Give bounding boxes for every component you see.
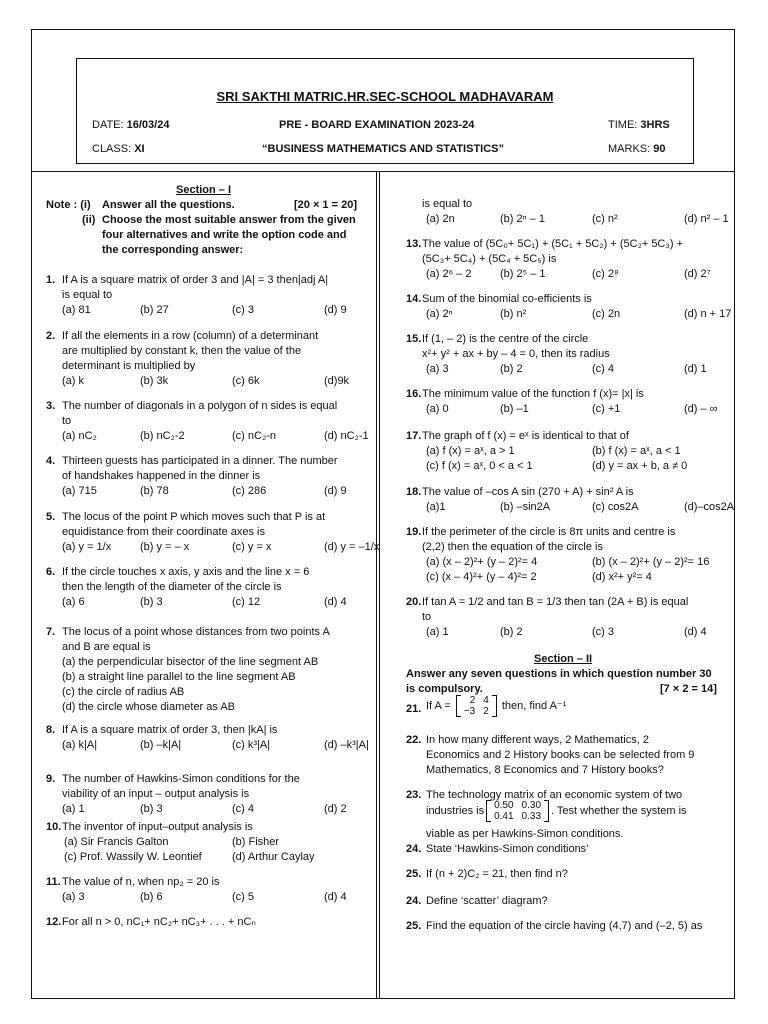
answer-option: (d)9k [324, 375, 350, 387]
answer-option: (a) 1 [426, 626, 449, 638]
answer-option: (c) 5 [232, 891, 254, 903]
answer-option: (d) y = ax + b, a ≠ 0 [592, 460, 688, 472]
answer-option: (c) 6k [232, 375, 260, 387]
answer-option: (d) – ∞ [684, 403, 718, 415]
note-i: Answer all the questions. [102, 199, 235, 211]
matrix-cell: 2 [483, 706, 489, 717]
question-text-line: The value of (5C₀+ 5C₁) + (5C₁ + 5C₂) + (5C₂+ 5C₃) + [422, 238, 683, 250]
answer-option: (b) 6 [140, 891, 163, 903]
question-text-line: viability of an input – output analysis is [62, 788, 250, 800]
answer-option: (d) 4 [684, 626, 707, 638]
question-text-line: is equal to [62, 289, 113, 301]
question-number: 10. [46, 821, 62, 833]
matrix-cell: −3 [463, 706, 476, 717]
answer-option: (d) n + 17 [684, 308, 732, 320]
question-number: 6. [46, 566, 56, 578]
question-text-line: The minimum value of the function f (x)= |x| is [422, 388, 644, 400]
answer-option: (b) –k|A| [140, 739, 182, 751]
answer-option: (a) y = 1/x [62, 541, 112, 553]
question-22-line: Economics and 2 History books can be selected from 9 [426, 749, 695, 761]
answer-option: (b) 2 [500, 363, 523, 375]
answer-option: (c) +1 [592, 403, 621, 415]
question-number: 14. [406, 293, 422, 305]
answer-option: (c) Prof. Wassily W. Leontief [64, 851, 202, 863]
answer-option: (a) f (x) = aˣ, a > 1 [426, 445, 515, 457]
answer-option: (c) 3 [232, 304, 254, 316]
question-text-line: The number of Hawkins-Simon conditions for the [62, 773, 300, 785]
question-number: 17. [406, 430, 422, 442]
answer-option: (c) cos2A [592, 501, 639, 513]
answer-option: (c) 12 [232, 596, 261, 608]
question-number: 15. [406, 333, 422, 345]
question-text-line: is equal to [422, 198, 473, 210]
answer-option: (a) 2n [426, 213, 455, 225]
question-text-line: The value of –cos A sin (270 + A) + sin² A is [422, 486, 634, 498]
answer-option: (a) 715 [62, 485, 97, 497]
answer-option: (c) nC₂-n [232, 430, 276, 442]
question-25: If (n + 2)C₂ = 21, then find n? [426, 868, 568, 880]
question-text-line: are multiplied by constant k, then the value of the [62, 345, 302, 357]
question-22-line: In how many different ways, 2 Mathematics, 2 [426, 734, 649, 746]
question-number: 25. [406, 920, 422, 932]
question-text-line: to [62, 415, 72, 427]
answer-option: (b) n² [500, 308, 527, 320]
left-column [46, 183, 380, 993]
matrix-cell: 0.30 [521, 800, 542, 811]
question-number: 22. [406, 734, 422, 746]
answer-option: (b) f (x) = aˣ, a < 1 [592, 445, 681, 457]
answer-option: (a) 2⁶ – 2 [426, 268, 472, 280]
question-number: 25. [406, 868, 422, 880]
column-divider [376, 171, 380, 999]
question-text-line: equidistance from their coordinate axes is [62, 526, 265, 538]
answer-option: (b) y = – x [140, 541, 190, 553]
question-number: 13. [406, 238, 422, 250]
question-text-line: determinant is multiplied by [62, 360, 196, 372]
question-text-line: (2,2) then the equation of the circle is [422, 541, 603, 553]
question-23-matrix-line: industries is 0.50 0.30 0.41 0.33 . Test whether the system is [426, 800, 687, 822]
answer-option: (d) 9 [324, 485, 347, 497]
question-number: 20. [406, 596, 422, 608]
note-ii-line: four alternatives and write the option code and [102, 229, 347, 241]
question-text-line: If A is a square matrix of order 3, then |kA| is [62, 724, 278, 736]
section-1-title: Section – I [176, 184, 232, 196]
answer-option: (c) 2n [592, 308, 621, 320]
answer-option: (a) nC₂ [62, 430, 97, 442]
answer-option: (d) 9 [324, 304, 347, 316]
answer-option: (d) y = –1/x [324, 541, 380, 553]
answer-option: (c) 4 [232, 803, 254, 815]
answer-option: (c) (x – 4)²+ (y – 4)²= 2 [426, 571, 537, 583]
section-2-title: Section – II [534, 653, 593, 665]
question-text-line: If (1, – 2) is the centre of the circle [422, 333, 589, 345]
answer-option: (a) 6 [62, 596, 85, 608]
question-text-line: and B are equal is [62, 641, 151, 653]
section-2-instruction: Answer any seven questions in which question number 30 [406, 668, 712, 680]
question-text-line: If the perimeter of the circle is 8π units and centre is [422, 526, 676, 538]
question-number: 8. [46, 724, 56, 736]
question-text-line: to [422, 611, 432, 623]
matrix-cell: 0.41 [494, 811, 514, 822]
note-ii-line: Choose the most suitable answer from the given [102, 214, 356, 226]
question-22-line: Mathematics, 8 Economics and 7 History books? [426, 764, 664, 776]
question-number: 4. [46, 455, 56, 467]
note-ii-line: the corresponding answer: [102, 244, 244, 256]
answer-option: (b) –1 [500, 403, 529, 415]
answer-option: (d) 4 [324, 596, 347, 608]
question-number: 5. [46, 511, 56, 523]
question-number: 18. [406, 486, 422, 498]
question-text-line: For all n > 0, nC₁+ nC₂+ nC₃+ . . . + nCₙ [62, 916, 256, 928]
question-text-line: (a) the perpendicular bisector of the line segment AB [62, 656, 319, 668]
question-text-line: (d) the circle whose diameter as AB [62, 701, 236, 713]
question-number: 12. [46, 916, 62, 928]
answer-option: (b) 2 [500, 626, 523, 638]
question-text-line: The locus of a point whose distances from two points A [62, 626, 330, 638]
answer-option: (c) f (x) = aˣ, 0 < a < 1 [426, 460, 533, 472]
question-text-line: Sum of the binomial co-efficients is [422, 293, 592, 305]
question-number: 16. [406, 388, 422, 400]
question-number: 24. [406, 895, 422, 907]
question-text-line: (5C₃+ 5C₄) + (5C₄ + 5C₅) is [422, 253, 557, 265]
answer-option: (c) 3 [592, 626, 614, 638]
answer-option: (a) 81 [62, 304, 91, 316]
answer-option: (d)–cos2A [684, 501, 735, 513]
question-21: If A = 2 4 −3 2 then, find A⁻¹ [426, 695, 567, 717]
class-field: CLASS: XI [92, 143, 145, 155]
section-2-instruction: is compulsory. [406, 683, 483, 695]
answer-option: (a) 3 [426, 363, 449, 375]
question-number: 23. [406, 789, 422, 801]
answer-option: (c) 2⁸ [592, 268, 619, 280]
answer-option: (b) 3 [140, 596, 163, 608]
question-text-line: (c) the circle of radius AB [62, 686, 185, 698]
question-number: 11. [46, 876, 61, 888]
answer-option: (b) 3 [140, 803, 163, 815]
question-text-line: If all the elements in a row (column) of a determinant [62, 330, 319, 342]
marks-field: MARKS: 90 [608, 143, 666, 155]
answer-option: (d) 1 [684, 363, 707, 375]
answer-option: (b) 3k [140, 375, 169, 387]
question-23-line: viable as per Hawkins-Simon conditions. [426, 828, 624, 840]
question-number: 7. [46, 626, 56, 638]
answer-option: (b) 27 [140, 304, 169, 316]
question-text-line: then the length of the diameter of the circle is [62, 581, 282, 593]
answer-option: (c) 286 [232, 485, 267, 497]
question-text-line: The number of diagonals in a polygon of n sides is equal [62, 400, 338, 412]
answer-option: (a) 1 [62, 803, 85, 815]
question-text-line: x²+ y² + ax + by – 4 = 0, then its radius [422, 348, 610, 360]
answer-option: (d) nC₂-1 [324, 430, 369, 442]
date-field: DATE: 16/03/24 [92, 119, 170, 131]
answer-option: (b) nC₂-2 [140, 430, 185, 442]
exam-title: PRE - BOARD EXAMINATION 2023-24 [279, 119, 475, 131]
question-24b: Define ‘scatter’ diagram? [426, 895, 548, 907]
question-text-line: If A is a square matrix of order 3 and |A| = 3 then|adj A| [62, 274, 329, 286]
answer-option: (a) (x – 2)²+ (y – 2)²= 4 [426, 556, 538, 568]
matrix-cell: 4 [483, 695, 489, 706]
answer-option: (c) k³|A| [232, 739, 271, 751]
question-number: 19. [406, 526, 422, 538]
question-text-line: The locus of the point P which moves such that P is at [62, 511, 326, 523]
answer-option: (c) n² [592, 213, 618, 225]
answer-option: (b) Fisher [232, 836, 280, 848]
right-column [406, 197, 735, 997]
matrix-cell: 2 [469, 695, 476, 706]
note-label: Note : (i) [46, 199, 91, 211]
subject-title: “BUSINESS MATHEMATICS AND STATISTICS” [262, 143, 504, 155]
answer-option: (b) 2ⁿ – 1 [500, 213, 545, 225]
note-ii-label: (ii) [82, 214, 96, 226]
question-number: 21. [406, 703, 422, 715]
question-text-line: of handshakes happened in the dinner is [62, 470, 261, 482]
answer-option: (b) –sin2A [500, 501, 551, 513]
question-number: 24. [406, 843, 422, 855]
header-rule [31, 171, 735, 172]
answer-option: (d) 4 [324, 891, 347, 903]
question-number: 2. [46, 330, 56, 342]
answer-option: (a) k|A| [62, 739, 98, 751]
time-field: TIME: 3HRS [608, 119, 670, 131]
answer-option: (c) y = x [232, 541, 272, 553]
answer-option: (d) –k³|A| [324, 739, 369, 751]
question-text-line: If tan A = 1/2 and tan B = 1/3 then tan (2A + B) is equal [422, 596, 689, 608]
question-text-line: The inventor of input–output analysis is [62, 821, 253, 833]
answer-option: (d) Arthur Caylay [232, 851, 315, 863]
question-number: 9. [46, 773, 56, 785]
answer-option: (a) 3 [62, 891, 85, 903]
answer-option: (d) n² – 1 [684, 213, 729, 225]
answer-option: (b) 2⁵ – 1 [500, 268, 546, 280]
question-number: 1. [46, 274, 56, 286]
answer-option: (a)1 [426, 501, 446, 513]
section-2-marks: [7 × 2 = 14] [660, 683, 717, 695]
answer-option: (b) (x – 2)²+ (y – 2)²= 16 [592, 556, 710, 568]
question-text-line: (b) a straight line parallel to the line segment AB [62, 671, 296, 683]
matrix-a [456, 695, 497, 717]
matrix-cell: 0.50 [494, 800, 514, 811]
question-25b: Find the equation of the circle having (4,7) and (–2, 5) as [426, 920, 703, 932]
answer-option: (b) 78 [140, 485, 169, 497]
question-text-line: The value of n, when np₂ = 20 is [62, 876, 220, 888]
answer-option: (d) x²+ y²= 4 [592, 571, 652, 583]
answer-option: (d) 2 [324, 803, 347, 815]
question-number: 3. [46, 400, 56, 412]
question-24: State ‘Hawkins-Simon conditions’ [426, 843, 589, 855]
matrix-cell: 0.33 [521, 811, 542, 822]
technology-matrix [486, 800, 549, 822]
answer-option: (a) 0 [426, 403, 449, 415]
question-text-line: Thirteen guests has participated in a dinner. The number [62, 455, 338, 467]
answer-option: (a) k [62, 375, 84, 387]
answer-option: (d) 2⁷ [684, 268, 711, 280]
answer-option: (a) 2ⁿ [426, 308, 453, 320]
question-23-line: The technology matrix of an economic system of two [426, 789, 683, 801]
section-1-marks: [20 × 1 = 20] [294, 199, 357, 211]
school-name: SRI SAKTHI MATRIC.HR.SEC-SCHOOL MADHAVARAM [216, 89, 554, 104]
answer-option: (c) 4 [592, 363, 614, 375]
answer-option: (a) Sir Francis Galton [64, 836, 169, 848]
question-text-line: The graph of f (x) = eˣ is identical to that of [422, 430, 629, 442]
question-text-line: If the circle touches x axis, y axis and the line x = 6 [62, 566, 310, 578]
